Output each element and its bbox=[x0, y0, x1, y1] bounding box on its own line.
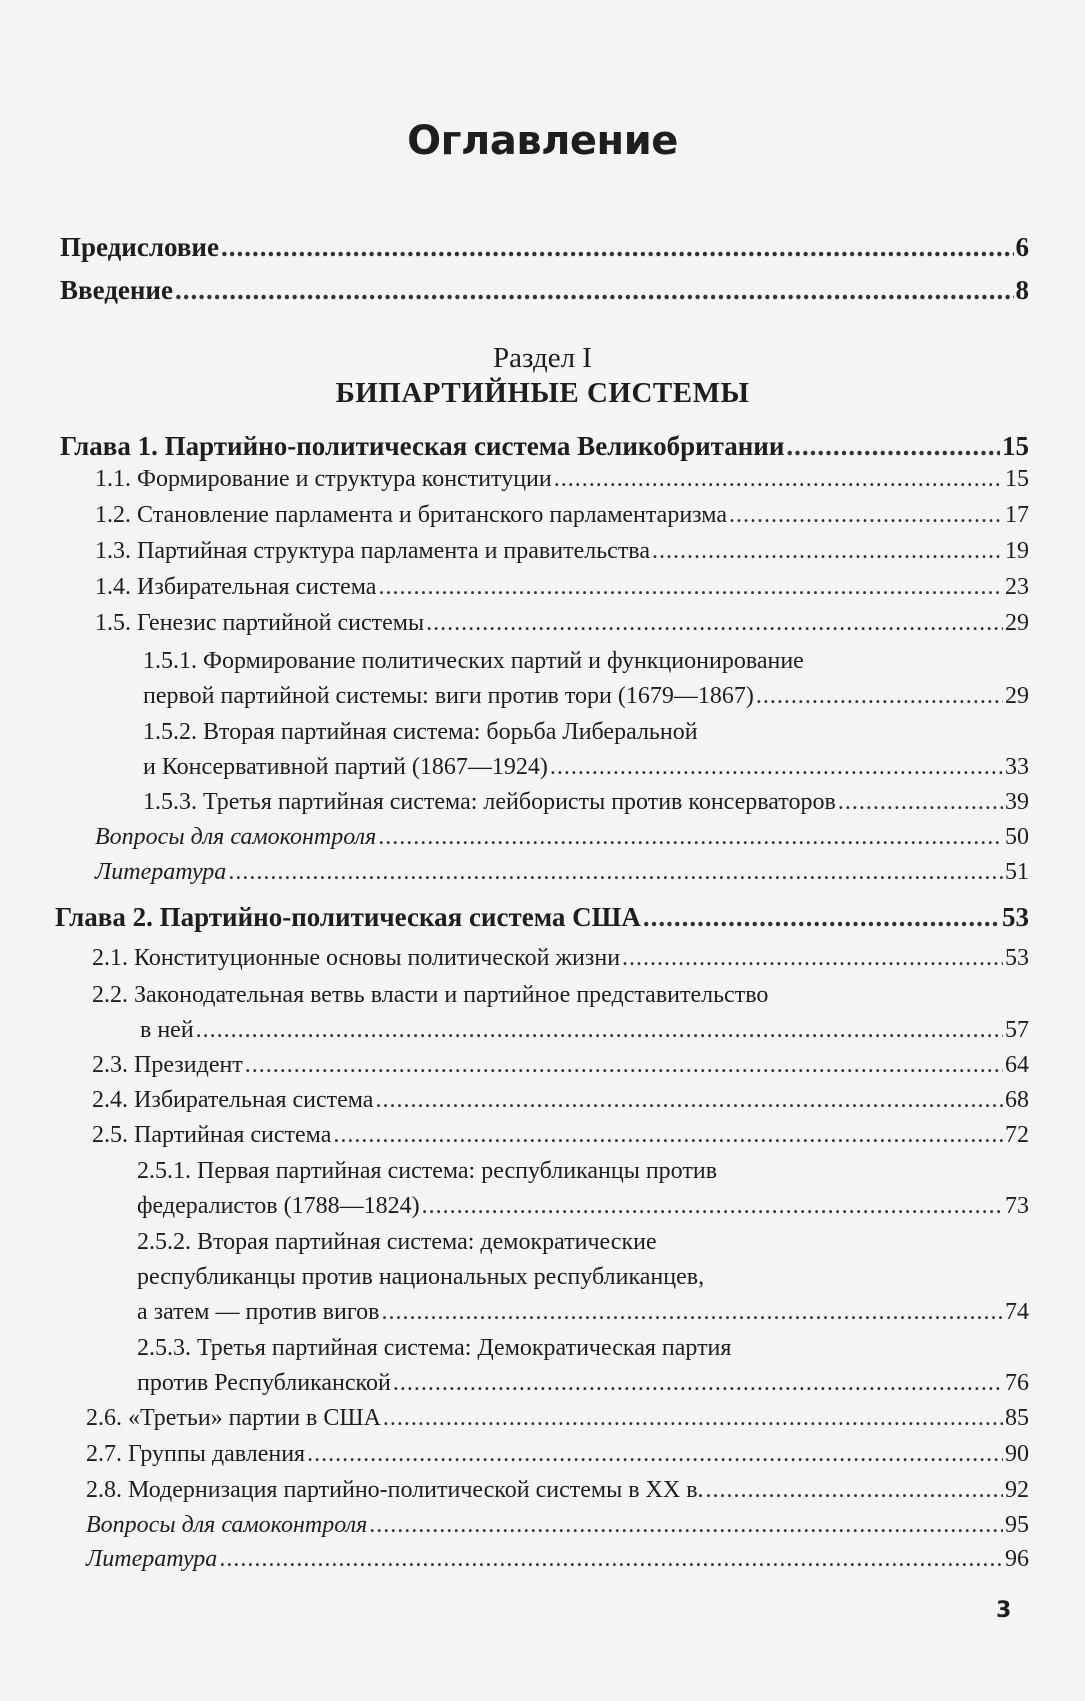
entry-label: 2.7. Группы давления bbox=[86, 1441, 306, 1467]
entry-page: 15 bbox=[1002, 431, 1029, 461]
dot-leader bbox=[245, 1052, 1003, 1079]
entry-label: 1.5.3. Третья партийная система: лейбористы против консерваторов bbox=[143, 789, 836, 815]
toc-entry[interactable] bbox=[95, 538, 1029, 565]
dot-leader bbox=[175, 275, 1014, 306]
toc-entry[interactable] bbox=[143, 754, 1029, 781]
section-number: Раздел I bbox=[493, 342, 592, 374]
toc-entry-line[interactable]: 1.5.1. Формирование политических партий и функционирование bbox=[143, 648, 804, 674]
entry-page: 96 bbox=[1005, 1546, 1029, 1572]
entry-page: 29 bbox=[1005, 683, 1029, 709]
toc-entry[interactable] bbox=[95, 610, 1029, 637]
entry-label: 2.6. «Третьи» партии в США bbox=[86, 1405, 381, 1431]
entry-page: 23 bbox=[1005, 574, 1029, 600]
entry-page: 74 bbox=[1005, 1299, 1029, 1325]
entry-label: Литература bbox=[95, 859, 227, 885]
toc-entry-chapter-1[interactable] bbox=[60, 431, 1029, 462]
entry-label: Литература bbox=[86, 1546, 218, 1572]
entry-label: 1.4. Избирательная система bbox=[95, 574, 377, 600]
dot-leader bbox=[554, 466, 1003, 493]
dot-leader bbox=[375, 1087, 1003, 1114]
toc-entry-line[interactable]: 2.2. Законодательная ветвь власти и партийное представительство bbox=[92, 982, 769, 1008]
entry-page: 8 bbox=[1015, 275, 1029, 305]
entry-label: 2.3. Президент bbox=[92, 1052, 243, 1078]
entry-page: 15 bbox=[1005, 466, 1029, 492]
dot-leader bbox=[307, 1441, 1003, 1468]
entry-label: Введение bbox=[60, 275, 173, 305]
toc-entry-introduction[interactable] bbox=[60, 275, 1029, 306]
entry-label: 2.5. Партийная система bbox=[92, 1122, 332, 1148]
toc-entry-preface[interactable] bbox=[60, 232, 1029, 263]
entry-label: 1.2. Становление парламента и британского парламентаризма bbox=[95, 502, 727, 528]
entry-label: а затем — против вигов bbox=[137, 1299, 380, 1325]
toc-entry[interactable] bbox=[95, 502, 1029, 529]
dot-leader bbox=[422, 1193, 1003, 1220]
entry-page: 64 bbox=[1005, 1052, 1029, 1078]
entry-page: 73 bbox=[1005, 1193, 1029, 1219]
toc-entry-chapter-2[interactable] bbox=[55, 902, 1029, 933]
toc-entry-line[interactable]: республиканцы против национальных республиканцев, bbox=[137, 1264, 705, 1290]
dot-leader bbox=[221, 232, 1014, 263]
section-title: БИПАРТИЙНЫЕ СИСТЕМЫ bbox=[335, 377, 750, 409]
entry-page: 39 bbox=[1005, 789, 1029, 815]
entry-label: 1.5. Генезис партийной системы bbox=[95, 610, 425, 636]
entry-label: в ней bbox=[140, 1017, 194, 1043]
dot-leader bbox=[652, 538, 1003, 565]
toc-entry-line[interactable]: 2.5.2. Вторая партийная система: демократические bbox=[137, 1229, 657, 1255]
dot-leader bbox=[622, 945, 1003, 972]
entry-label: федералистов (1788—1824) bbox=[137, 1193, 420, 1219]
dot-leader bbox=[333, 1122, 1003, 1149]
dot-leader bbox=[729, 502, 1003, 529]
dot-leader bbox=[838, 789, 1003, 816]
toc-entry[interactable] bbox=[137, 1370, 1029, 1397]
toc-entry[interactable] bbox=[140, 1017, 1029, 1044]
entry-page: 90 bbox=[1005, 1441, 1029, 1467]
toc-entry[interactable] bbox=[92, 1087, 1029, 1114]
entry-page: 92 bbox=[1005, 1477, 1029, 1503]
dot-leader bbox=[378, 574, 1003, 601]
toc-entry[interactable] bbox=[137, 1299, 1029, 1326]
dot-leader bbox=[393, 1370, 1003, 1397]
entry-label: 2.4. Избирательная система bbox=[92, 1087, 374, 1113]
toc-entry[interactable] bbox=[92, 945, 1029, 972]
entry-label: 1.1. Формирование и структура конституции bbox=[95, 466, 552, 492]
dot-leader bbox=[550, 754, 1003, 781]
toc-entry[interactable] bbox=[86, 1441, 1029, 1468]
entry-page: 17 bbox=[1005, 502, 1029, 528]
entry-page: 50 bbox=[1005, 824, 1029, 850]
toc-entry[interactable] bbox=[95, 574, 1029, 601]
toc-entry[interactable] bbox=[86, 1477, 1029, 1504]
dot-leader bbox=[706, 1477, 1003, 1504]
dot-leader bbox=[378, 824, 1003, 851]
entry-page: 53 bbox=[1005, 945, 1029, 971]
dot-leader bbox=[381, 1299, 1003, 1326]
dot-leader bbox=[786, 431, 1000, 462]
toc-entry[interactable] bbox=[143, 683, 1029, 710]
entry-label: и Консервативной партий (1867—1924) bbox=[143, 754, 548, 780]
toc-entry[interactable] bbox=[86, 1405, 1029, 1432]
entry-label: 1.3. Партийная структура парламента и правительства bbox=[95, 538, 650, 564]
toc-entry-line[interactable]: 2.5.3. Третья партийная система: Демократическая партия bbox=[137, 1335, 732, 1361]
entry-page: 95 bbox=[1005, 1512, 1029, 1538]
entry-label: против Республиканской bbox=[137, 1370, 391, 1396]
toc-entry[interactable] bbox=[137, 1193, 1029, 1220]
page-title: Оглавление bbox=[407, 118, 678, 164]
toc-entry-line[interactable]: 2.5.1. Первая партийная система: республиканцы против bbox=[137, 1158, 718, 1184]
entry-label: первой партийной системы: виги против тори (1679—1867) bbox=[143, 683, 754, 709]
entry-page: 53 bbox=[1002, 902, 1029, 932]
entry-page: 57 bbox=[1005, 1017, 1029, 1043]
entry-label: Вопросы для самоконтроля bbox=[86, 1512, 368, 1538]
toc-entry-line[interactable]: 1.5.2. Вторая партийная система: борьба Либеральной bbox=[143, 719, 698, 745]
dot-leader bbox=[643, 902, 1000, 933]
entry-label: Предисловие bbox=[60, 232, 219, 262]
toc-entry-literature[interactable] bbox=[95, 859, 1029, 886]
dot-leader bbox=[369, 1512, 1003, 1539]
toc-entry[interactable] bbox=[92, 1122, 1029, 1149]
dot-leader bbox=[383, 1405, 1003, 1432]
entry-label: Глава 1. Партийно-политическая система Великобритании bbox=[60, 431, 785, 461]
entry-label: Глава 2. Партийно-политическая система США bbox=[55, 902, 641, 932]
entry-page: 85 bbox=[1005, 1405, 1029, 1431]
entry-page: 76 bbox=[1005, 1370, 1029, 1396]
entry-page: 51 bbox=[1005, 859, 1029, 885]
entry-label: 2.1. Конституционные основы политической жизни bbox=[92, 945, 621, 971]
entry-page: 6 bbox=[1015, 232, 1029, 262]
dot-leader bbox=[756, 683, 1003, 710]
dot-leader bbox=[426, 610, 1003, 637]
toc-entry-questions[interactable] bbox=[95, 824, 1029, 851]
toc-entry-literature[interactable] bbox=[86, 1546, 1029, 1573]
entry-page: 33 bbox=[1005, 754, 1029, 780]
toc-entry-questions[interactable] bbox=[86, 1512, 1029, 1539]
toc-entry[interactable] bbox=[143, 789, 1029, 816]
dot-leader bbox=[196, 1017, 1003, 1044]
page-number: 3 bbox=[996, 1598, 1012, 1623]
entry-page: 29 bbox=[1005, 610, 1029, 636]
entry-label: Вопросы для самоконтроля bbox=[95, 824, 377, 850]
toc-entry[interactable] bbox=[92, 1052, 1029, 1079]
dot-leader bbox=[219, 1546, 1003, 1573]
entry-page: 68 bbox=[1005, 1087, 1029, 1113]
entry-page: 19 bbox=[1005, 538, 1029, 564]
entry-page: 72 bbox=[1005, 1122, 1029, 1148]
toc-entry[interactable] bbox=[95, 466, 1029, 493]
entry-label: 2.8. Модернизация партийно-политической системы в XX в. bbox=[86, 1477, 704, 1503]
dot-leader bbox=[228, 859, 1003, 886]
